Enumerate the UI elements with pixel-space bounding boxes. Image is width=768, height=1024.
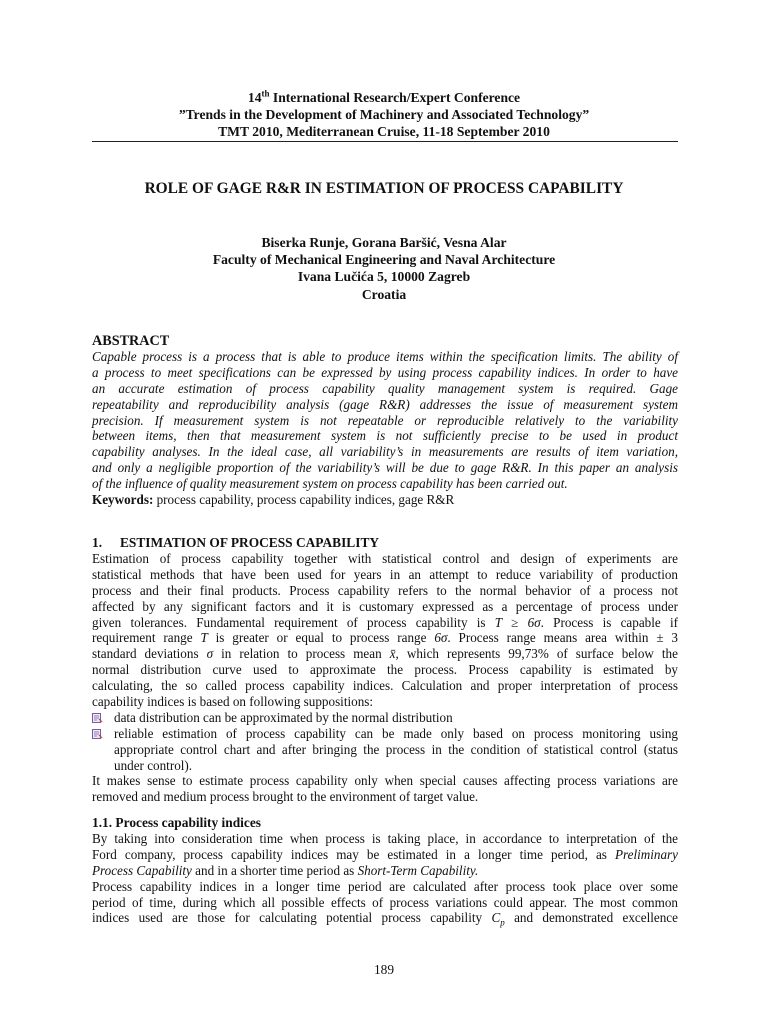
section-1-heading (92, 535, 379, 551)
body-text: requirement range (92, 630, 193, 646)
abstract-line: between items, then that measurement system is not sufficiently precise to be used in product (92, 428, 678, 444)
bullet-line: reliable estimation of process capability can be made only based on process monitoring using (114, 725, 678, 741)
body-text: , which represents 99,73% of surface below the (395, 646, 678, 662)
body-line: removed and medium process brought to the environment of target value. (92, 789, 479, 805)
body-text: Ford company, process capability indices may be estimated in a longer time period, as (92, 846, 607, 862)
body-line: affected by any significant factors and it is customary expressed as a percentage of process under (92, 598, 678, 614)
abstract-line: of the influence of quality measurement system on process capability has been carried out. (92, 476, 568, 492)
conference-name: International Research/Expert Conference (269, 90, 521, 105)
section-1-title: ESTIMATION OF PROCESS CAPABILITY (120, 535, 380, 550)
body-text: indices used are those for calculating potential process capability (92, 910, 483, 926)
bullet-line: appropriate control chart and after bringing the process in the condition of statistical control (status (114, 741, 678, 757)
abstract-line: an accurate estimation of process capability quality management system is required. Gage (92, 380, 678, 396)
formula-inline: σ (206, 646, 214, 662)
body-line: normal distribution curve used to approximate the process. Process capability is estimated by (92, 662, 678, 678)
body-text: . Process is capable if (540, 614, 678, 630)
keywords (92, 492, 678, 508)
abstract-line: Capable process is a process that is able to produce items within the specification limits. The ability of (92, 349, 678, 364)
body-emphasis: Short-Term Capability. (357, 862, 479, 878)
document-bullet-icon (92, 729, 103, 739)
bullet-item (92, 726, 678, 774)
body-text: and demonstrated excellence (514, 910, 678, 926)
conference-line-1 (0, 89, 768, 106)
author-address: Ivana Lučića 5, 10000 Zagreb (297, 269, 471, 284)
body-text: is greater or equal to process range (215, 630, 427, 646)
abstract-line: repeatability and reproducibility analysis (gage R&R) addresses the issue of measurement system (92, 396, 678, 412)
body-line (92, 847, 678, 863)
abstract-line: capability analyses. In the ideal case, all variability’s in measurements are results of item variation, (92, 444, 678, 460)
header-rule (92, 141, 678, 142)
bullet-line: under control). (114, 757, 193, 773)
abstract-body (92, 349, 678, 492)
section-1-number: 1. (92, 535, 103, 550)
formula-subscript: p (500, 918, 505, 929)
author-affiliation: Faculty of Mechanical Engineering and Naval Architecture (212, 252, 556, 267)
section-1-body (92, 551, 678, 805)
body-line: calculating, the so called process capability indices. Calculation and proper interpretation of process (92, 678, 678, 694)
body-line: Process capability indices in a longer time period are calculated after process took place over some (92, 878, 678, 894)
body-emphasis: Preliminary (614, 846, 678, 862)
keywords-label: Keywords: (92, 492, 154, 507)
subsection-body (92, 831, 678, 929)
formula-inline (491, 910, 505, 929)
body-line: capability indices is based on following suppositions: (92, 694, 374, 710)
body-text: standard deviations (92, 646, 199, 662)
conference-line-3: TMT 2010, Mediterranean Cruise, 11-18 September 2010 (218, 124, 550, 139)
formula-inline: T (200, 630, 208, 646)
conference-edition: 14 (247, 90, 262, 105)
body-line: By taking into consideration time when process is taking place, in accordance to interpretation of the (92, 831, 678, 846)
body-line (92, 646, 678, 662)
body-text: given tolerances. Fundamental requirement of process capability is (92, 614, 486, 630)
body-text: . Process range means area within ± 3 (447, 630, 678, 646)
body-line: It makes sense to estimate process capability only when special causes affecting process variations are (92, 773, 678, 789)
paper-title: ROLE OF GAGE R&R IN ESTIMATION OF PROCESS CAPABILITY (144, 180, 624, 197)
body-text: in relation to process mean (221, 646, 382, 662)
body-line (92, 863, 678, 879)
formula-inline: T ≥ 6σ (494, 614, 541, 630)
formula-inline: 6σ (434, 630, 448, 646)
bullet-line: data distribution can be approximated by the normal distribution (114, 709, 453, 725)
body-line (92, 615, 678, 631)
formula-inline: x̄ (389, 646, 396, 662)
body-line: Estimation of process capability together with statistical control and design of experiments are (92, 551, 678, 566)
subsection-heading: 1.1. Process capability indices (92, 815, 261, 830)
abstract-heading: ABSTRACT (92, 333, 170, 349)
body-line: process and their final products. Process capability refers to the normal behavior of a process not (92, 582, 678, 598)
body-text: and in a shorter time period as (191, 862, 358, 878)
conference-line-2: ”Trends in the Development of Machinery and Associated Technology” (178, 107, 590, 122)
bullet-item (92, 710, 678, 726)
keywords-text: process capability, process capability indices, gage R&R (153, 492, 455, 507)
abstract-line: a process to meet specifications can be expressed by using process capability indices. In order to have (92, 364, 678, 380)
author-country: Croatia (361, 287, 407, 302)
body-line (92, 910, 678, 929)
body-emphasis: Process Capability (92, 862, 192, 878)
document-bullet-icon (92, 713, 103, 723)
abstract-line: and only a negligible proportion of the variability’s will be due to gage R&R. In this paper an analysis (92, 460, 678, 476)
author-names: Biserka Runje, Gorana Baršić, Vesna Alar (261, 235, 507, 250)
conference-edition-suffix: th (261, 88, 270, 99)
body-line (92, 630, 678, 646)
formula-symbol: C (491, 910, 501, 926)
page-number: 189 (373, 962, 395, 977)
body-line: period of time, during which all possible effects of process variations could appear. The most common (92, 894, 678, 910)
abstract-line: precision. If measurement system is not repeatable or reproducible relatively to the variability (92, 412, 678, 428)
body-line: statistical methods that have been used for years in an attempt to reduce variability of production (92, 566, 678, 582)
